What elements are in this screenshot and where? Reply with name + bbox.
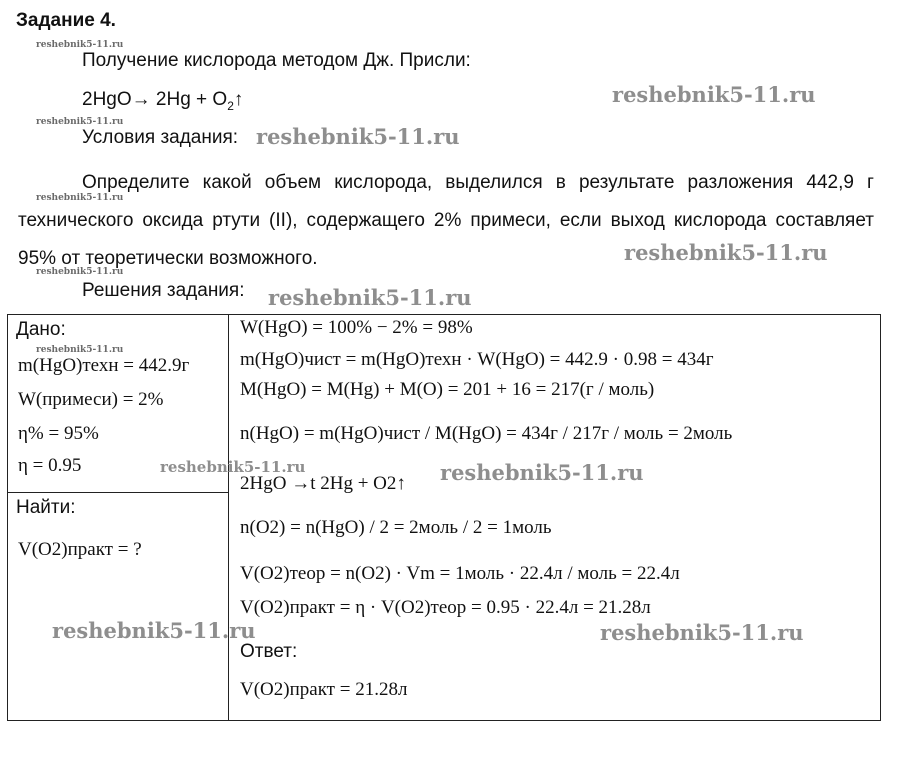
watermark-small: reshebnik5-11.ru <box>36 267 124 277</box>
watermark: reshebnik5-11.ru <box>256 124 460 149</box>
find-label: Найти: <box>16 497 76 518</box>
watermark: reshebnik5-11.ru <box>612 82 816 107</box>
watermark: reshebnik5-11.ru <box>160 458 306 476</box>
solution-line-8: V(O2)практ = η · V(O2)теор = 0.95 · 22.4л = 21.28л <box>240 597 651 618</box>
given-line-1: m(HgO)техн = 442.9г <box>18 355 190 376</box>
watermark: reshebnik5-11.ru <box>268 285 472 310</box>
solution-line-7: V(O2)теор = n(O2) · Vm = 1моль · 22.4л / моль = 22.4л <box>240 563 680 584</box>
watermark-small: reshebnik5-11.ru <box>36 193 124 203</box>
intro-text: Получение кислорода методом Дж. Присли: <box>82 50 471 71</box>
watermark-small: reshebnik5-11.ru <box>36 40 124 50</box>
watermark: reshebnik5-11.ru <box>52 618 256 643</box>
answer-expression: V(O2)практ = 21.28л <box>240 679 408 700</box>
reaction-up-arrow: ↑ <box>233 89 244 110</box>
table-horizontal-divider <box>8 492 228 493</box>
solution-line-1: W(HgO) = 100% − 2% = 98% <box>240 317 473 338</box>
given-line-4: η = 0.95 <box>18 455 82 476</box>
watermark: reshebnik5-11.ru <box>600 620 804 645</box>
solution-line-4: n(HgO) = m(HgO)чист / M(HgO) = 434г / 217г / моль = 2моль <box>240 423 733 444</box>
given-label: Дано: <box>16 319 66 340</box>
watermark: reshebnik5-11.ru <box>624 240 828 265</box>
reaction-lhs: 2HgO→ 2Hg + O <box>82 89 228 110</box>
solutions-heading: Решения задания: <box>82 280 245 301</box>
answer-label: Ответ: <box>240 641 298 662</box>
solution-table <box>7 314 881 721</box>
watermark-small: reshebnik5-11.ru <box>36 345 124 355</box>
table-vertical-divider <box>228 315 229 720</box>
task-title: Задание 4. <box>16 10 116 31</box>
solution-line-2: m(HgO)чист = m(HgO)техн · W(HgO) = 442.9 · 0.98 = 434г <box>240 349 714 370</box>
solution-line-5: 2HgO →t 2Hg + O2↑ <box>240 473 406 494</box>
problem-body: Определите какой объем кислорода, выделился в результате разложения 442,9 г технического оксида ртути (II), содержащего 2% примеси, если выход кислорода составляет 95% от теоретически возможного. <box>18 172 874 269</box>
given-line-3: η% = 95% <box>18 423 99 444</box>
watermark-small: reshebnik5-11.ru <box>36 117 124 127</box>
conditions-heading: Условия задания: <box>82 127 239 148</box>
solution-line-6: n(O2) = n(HgO) / 2 = 2моль / 2 = 1моль <box>240 517 552 538</box>
reaction-sub: 2 <box>227 98 234 113</box>
watermark: reshebnik5-11.ru <box>440 460 644 485</box>
reaction-equation <box>82 89 243 113</box>
given-line-2: W(примеси) = 2% <box>18 389 164 410</box>
solution-line-3: M(HgO) = M(Hg) + M(O) = 201 + 16 = 217(г / моль) <box>240 379 655 400</box>
find-expression: V(O2)практ = ? <box>18 539 142 560</box>
